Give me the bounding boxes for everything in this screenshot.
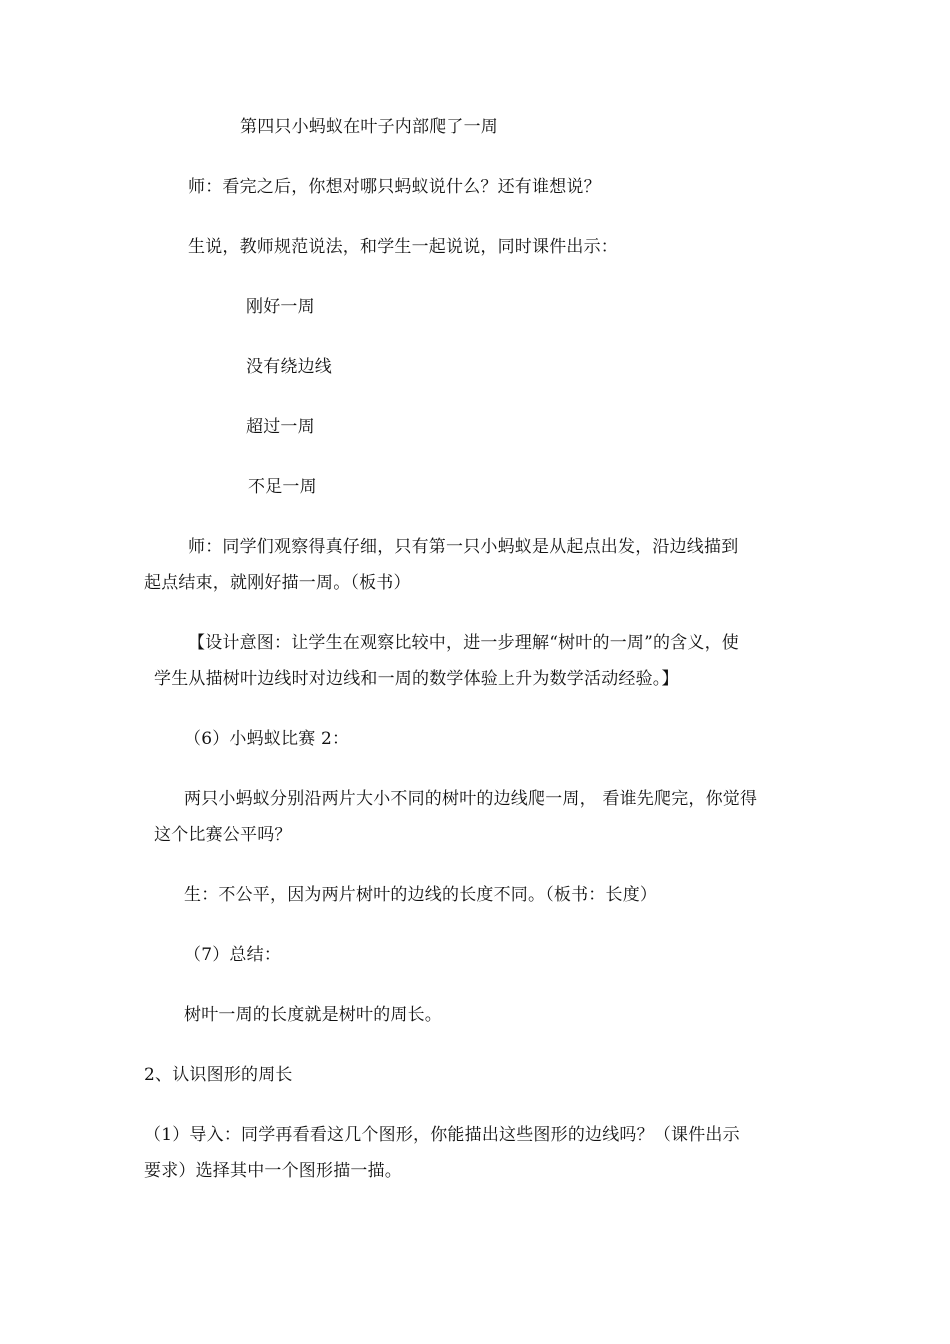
text-line-race-description-1: 两只小蚂蚁分别沿两片大小不同的树叶的边线爬一周， 看谁先爬完，你觉得 — [184, 789, 758, 809]
text-line-design-intent-2: 学生从描树叶边线时对边线和一周的数学体验上升为数学活动经验。】 — [154, 669, 679, 689]
text-line-ant-four: 第四只小蚂蚁在叶子内部爬了一周 — [240, 117, 498, 137]
text-line-teacher-question: 师：看完之后，你想对哪只蚂蚁说什么？还有谁想说？ — [188, 177, 601, 197]
text-line-less-than-one-round: 不足一周 — [248, 477, 317, 497]
text-line-student-unfair: 生：不公平，因为两片树叶的边线的长度不同。（板书：长度） — [184, 885, 658, 905]
text-line-ant-race-2: （6）小蚂蚁比赛 2： — [184, 729, 350, 749]
text-line-not-around-edge: 没有绕边线 — [246, 357, 332, 377]
text-line-section-2-heading: 2、认识图形的周长 — [144, 1065, 293, 1085]
text-line-intro-2: 要求）选择其中一个图形描一描。 — [144, 1161, 402, 1181]
text-line-perimeter-definition: 树叶一周的长度就是树叶的周长。 — [184, 1005, 442, 1025]
text-line-race-description-2: 这个比赛公平吗？ — [154, 825, 292, 845]
text-line-student-answer: 生说，教师规范说法，和学生一起说说，同时课件出示： — [188, 237, 618, 257]
text-line-design-intent-1: 【设计意图：让学生在观察比较中，进一步理解“树叶的一周”的含义，使 — [188, 633, 739, 653]
text-line-summary-heading: （7）总结： — [184, 945, 282, 965]
text-line-more-than-one-round: 超过一周 — [246, 417, 315, 437]
text-line-intro-1: （1）导入：同学再看看这几个图形，你能描出这些图形的边线吗？（课件出示 — [144, 1125, 740, 1145]
text-line-teacher-summary-1: 师：同学们观察得真仔细，只有第一只小蚂蚁是从起点出发，沿边线描到 — [188, 537, 739, 557]
text-line-teacher-summary-2: 起点结束，就刚好描一周。（板书） — [144, 573, 411, 593]
text-line-exactly-one-round: 刚好一周 — [246, 297, 315, 317]
